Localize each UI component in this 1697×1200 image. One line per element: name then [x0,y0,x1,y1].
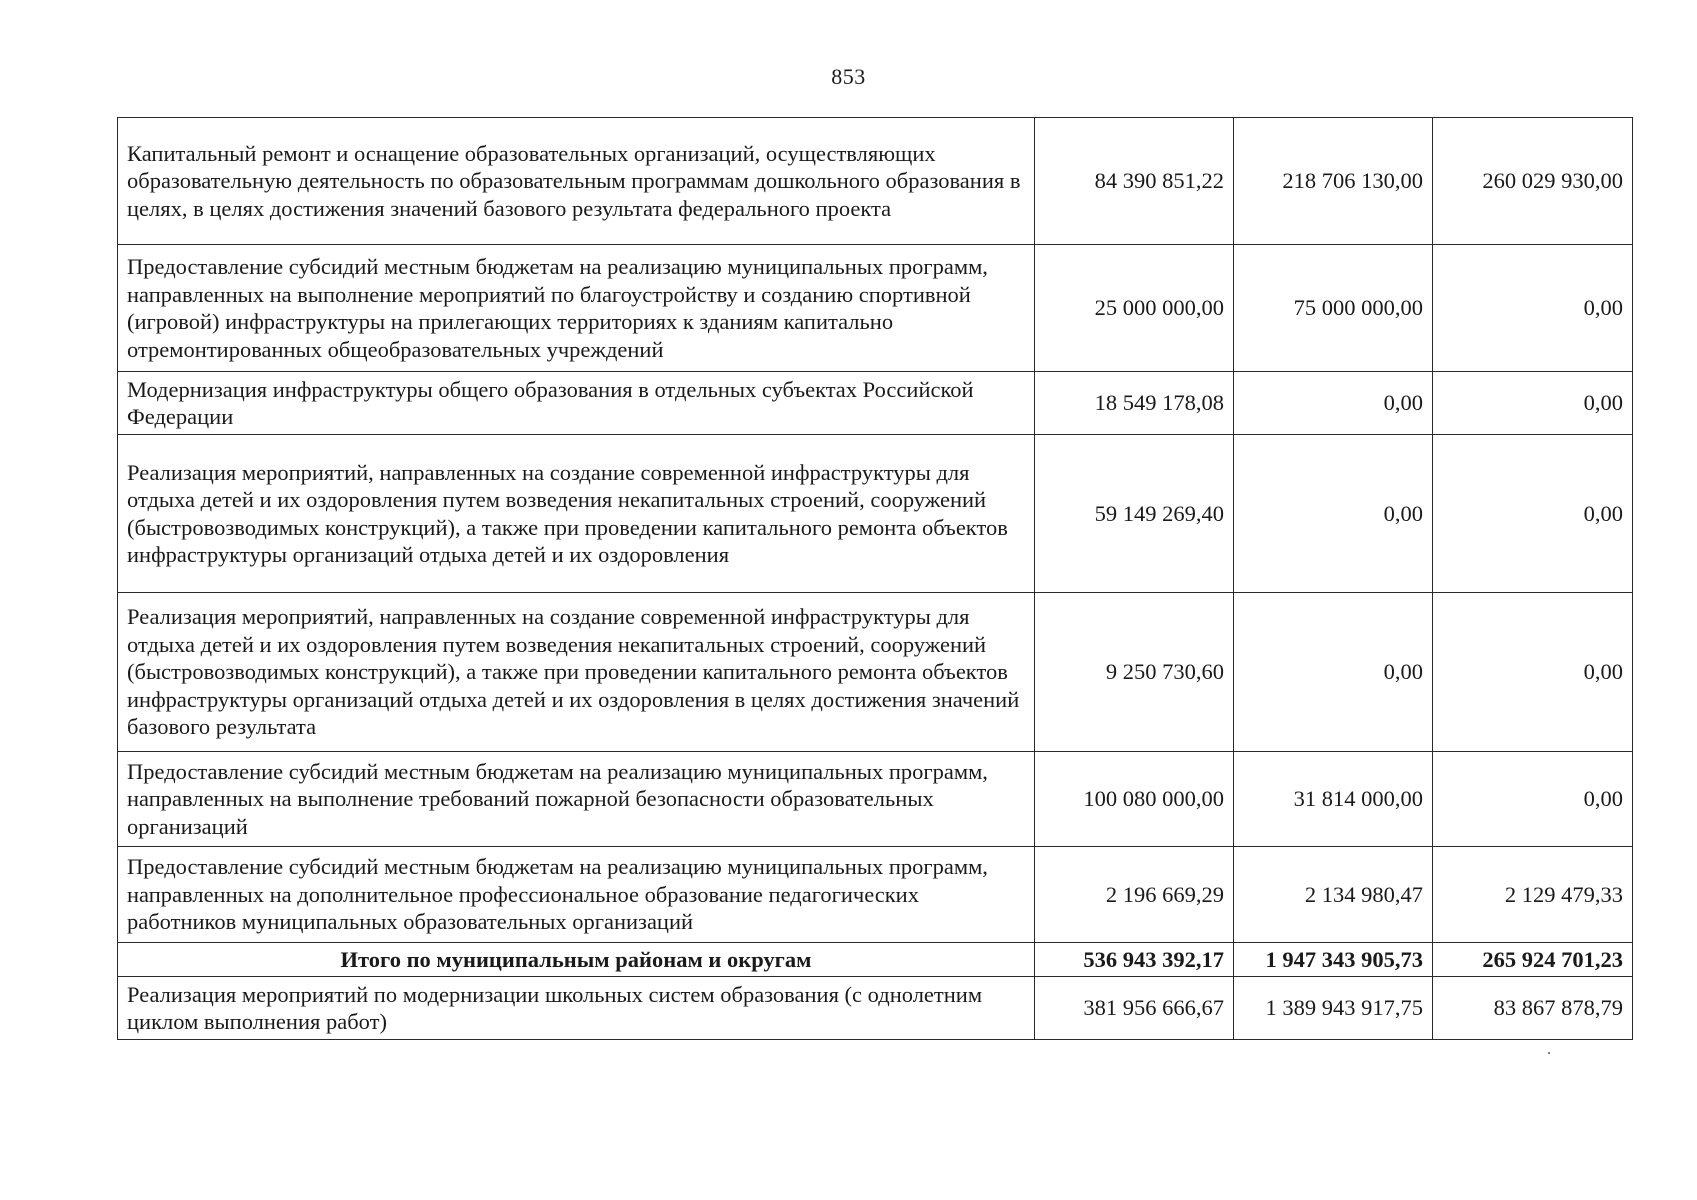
row-value-year-2: 2 134 980,47 [1234,847,1433,943]
row-description: Модернизация инфраструктуры общего образования в отдельных субъектах Российской Федерации [118,372,1035,435]
row-value-year-1: 18 549 178,08 [1035,372,1234,435]
table-row [118,245,1633,372]
total-label: Итого по муниципальным районам и округам [118,943,1035,977]
row-value-year-3: 0,00 [1433,593,1633,752]
row-description: Предоставление субсидий местным бюджетам на реализацию муниципальных программ, направленных на выполнение требований пожарной безопасности образовательных организаций [118,752,1035,847]
table-row [118,118,1633,245]
table-row [118,847,1633,943]
row-value-year-2: 0,00 [1234,593,1433,752]
row-description: Реализация мероприятий, направленных на создание современной инфраструктуры для отдыха детей и их оздоровления путем возведения некапитальных строений, сооружений (быстровозводимых конструкций), а также при проведении капитального ремонта объектов инфраструктуры организаций отдыха детей и их оздоровления в целях достижения значений базового результата [118,593,1035,752]
row-value-year-3: 0,00 [1433,435,1633,593]
row-description: Предоставление субсидий местным бюджетам на реализацию муниципальных программ, направленных на выполнение мероприятий по благоустройству и созданию спортивной (игровой) инфраструктуры на прилегающих территориях к зданиям капитально отремонтированных общеобразовательных учреждений [118,245,1035,372]
row-value-year-2: 31 814 000,00 [1234,752,1433,847]
table-row [118,435,1633,593]
row-value-year-3: 0,00 [1433,245,1633,372]
row-value-year-1: 381 956 666,67 [1035,977,1234,1040]
row-value-year-2: 0,00 [1234,372,1433,435]
table-row [118,977,1633,1040]
row-description: Капитальный ремонт и оснащение образовательных организаций, осуществляющих образовательную деятельность по образовательным программам дошкольного образования в целях, в целях достижения значений базового результата федерального проекта [118,118,1035,245]
scan-speck [1548,1052,1550,1054]
total-value-year-3: 265 924 701,23 [1433,943,1633,977]
table-row [118,372,1633,435]
row-value-year-2: 1 389 943 917,75 [1234,977,1433,1040]
row-value-year-1: 59 149 269,40 [1035,435,1234,593]
row-value-year-3: 0,00 [1433,752,1633,847]
row-description: Реализация мероприятий, направленных на создание современной инфраструктуры для отдыха детей и их оздоровления путем возведения некапитальных строений, сооружений (быстровозводимых конструкций), а также при проведении капитального ремонта объектов инфраструктуры организаций отдыха детей и их оздоровления [118,435,1035,593]
row-value-year-2: 75 000 000,00 [1234,245,1433,372]
table-row [118,752,1633,847]
total-row [118,943,1633,977]
row-value-year-3: 0,00 [1433,372,1633,435]
row-value-year-1: 100 080 000,00 [1035,752,1234,847]
row-value-year-1: 25 000 000,00 [1035,245,1234,372]
row-value-year-3: 2 129 479,33 [1433,847,1633,943]
row-value-year-2: 218 706 130,00 [1234,118,1433,245]
page-number: 853 [831,64,866,89]
row-value-year-2: 0,00 [1234,435,1433,593]
row-value-year-1: 2 196 669,29 [1035,847,1234,943]
row-description: Реализация мероприятий по модернизации школьных систем образования (с однолетним циклом выполнения работ) [118,977,1035,1040]
row-value-year-3: 83 867 878,79 [1433,977,1633,1040]
budget-table [117,117,1633,1040]
row-value-year-1: 9 250 730,60 [1035,593,1234,752]
row-description: Предоставление субсидий местным бюджетам на реализацию муниципальных программ, направленных на дополнительное профессиональное образование педагогических работников муниципальных образовательных организаций [118,847,1035,943]
total-value-year-2: 1 947 343 905,73 [1234,943,1433,977]
total-value-year-1: 536 943 392,17 [1035,943,1234,977]
table-row [118,593,1633,752]
row-value-year-3: 260 029 930,00 [1433,118,1633,245]
row-value-year-1: 84 390 851,22 [1035,118,1234,245]
